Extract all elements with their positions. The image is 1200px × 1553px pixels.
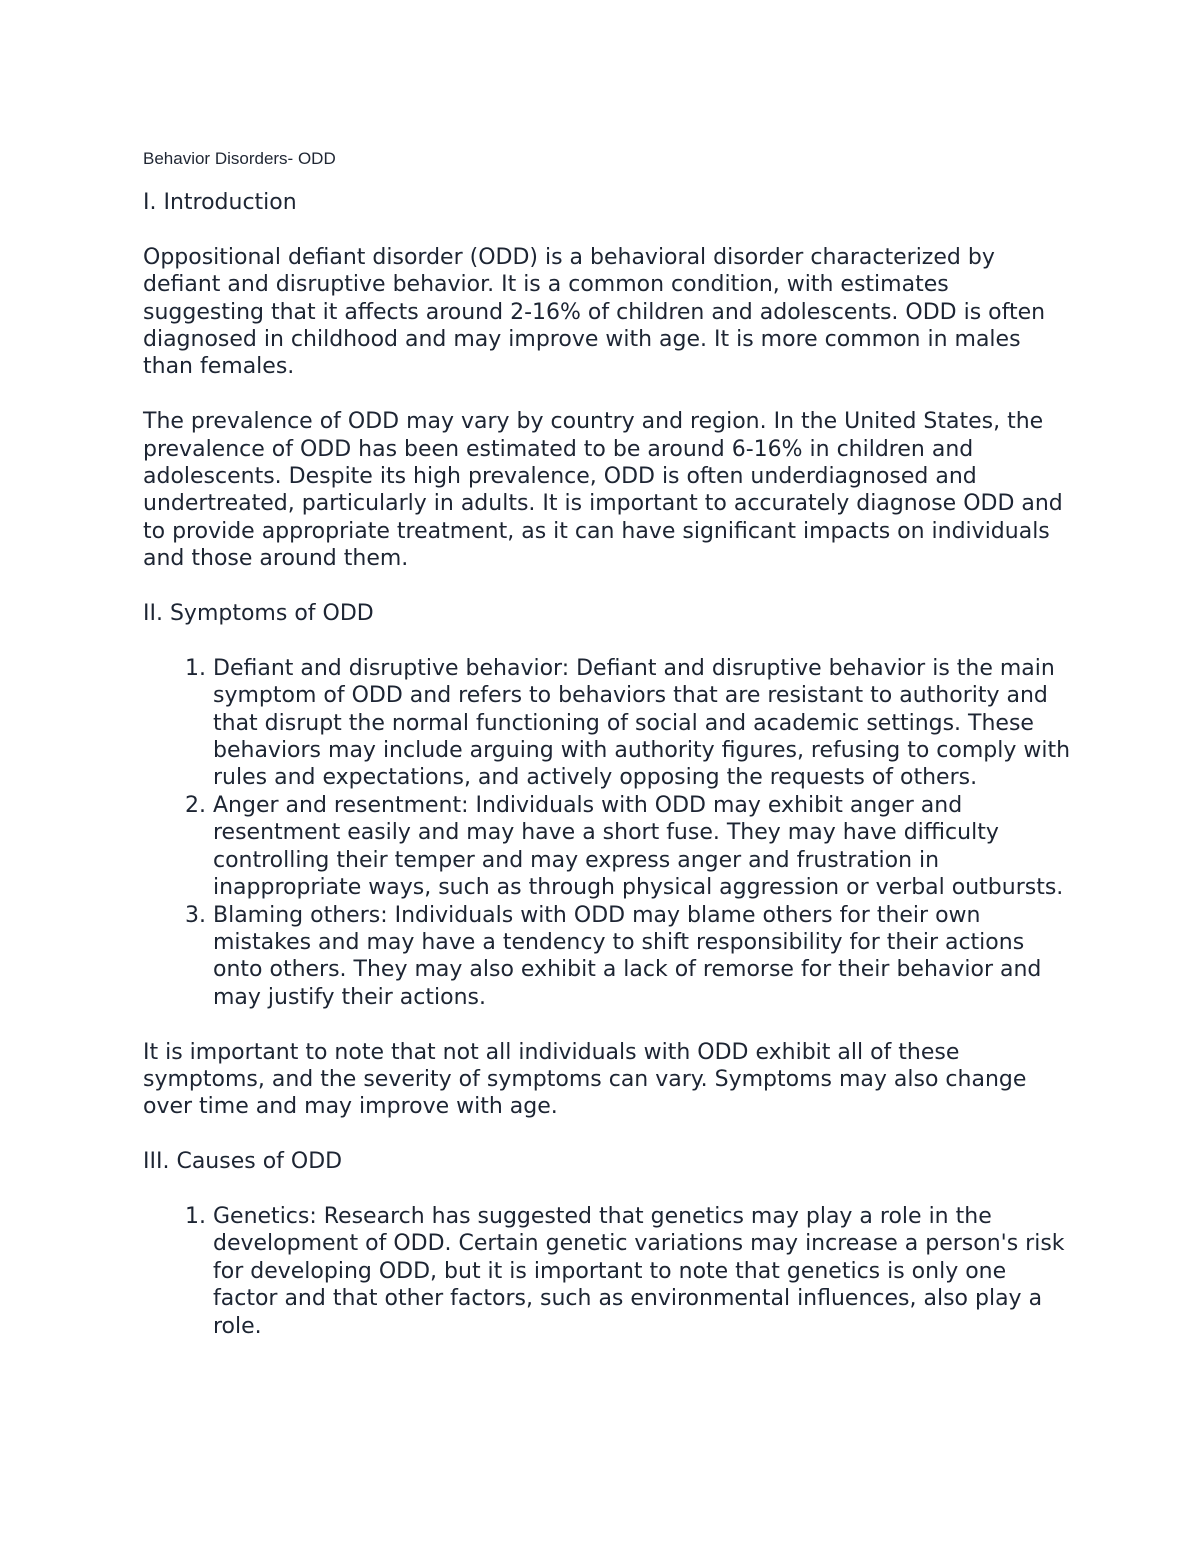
list-item [185, 902, 1073, 1012]
list-item [185, 792, 1073, 902]
list-item [185, 1203, 1073, 1340]
intro-paragraph-1: Oppositional defiant disorder (ODD) is a behavioral disorder characterized by defiant and disruptive behavior. It is a common condition, with estimates suggesting that it affects around 2-16% of children and adolescents. ODD is often diagnosed in childhood and may improve with age. It is more common in males than females. [143, 244, 1046, 380]
spacer [143, 381, 1073, 408]
section-heading-causes: III. Causes of ODD [143, 1149, 343, 1175]
intro-paragraph-2: The prevalence of ODD may vary by country and region. In the United States, the prevalence of ODD has been estimated to be around 6-16% in children and adolescents. Despite its high prevalence, ODD is often underdiagnosed and undertreated, particularly in adults. It is important to accurately diagnose ODD and to provide appropriate treatment, as it can have significant impacts on individuals and those around them. [143, 409, 1063, 572]
spacer [143, 573, 1073, 600]
spacer [143, 1121, 1073, 1148]
spacer [143, 627, 1073, 654]
section-heading-introduction: I. Introduction [143, 190, 297, 215]
document-title: Behavior Disorders- ODD [143, 149, 336, 168]
list-item-text: Blaming others: Individuals with ODD may blame others for their own mistakes and may have a tendency to shift responsibility for their actions onto others. They may also exhibit a lack of remorse for their behavior and may justify their actions. [213, 902, 1042, 1010]
symptoms-note-paragraph: It is important to note that not all individuals with ODD exhibit all of these symptoms, and the severity of symptoms can vary. Symptoms may also change over time and may improve with age. [143, 1039, 1027, 1120]
symptoms-list [143, 655, 1073, 1011]
causes-list [143, 1203, 1073, 1340]
document-body [143, 143, 1073, 1340]
list-item-number: 1. [185, 1203, 206, 1229]
spacer [143, 1176, 1073, 1203]
list-item-number: 3. [185, 902, 206, 928]
list-item [185, 655, 1073, 792]
section-heading-symptoms: II. Symptoms of ODD [143, 601, 374, 627]
spacer [143, 1011, 1073, 1038]
list-item-number: 2. [185, 792, 206, 818]
list-item-number: 1. [185, 655, 206, 681]
list-item-text: Anger and resentment: Individuals with ODD may exhibit anger and resentment easily and may have a short fuse. They may have difficulty controlling their temper and may express anger and frustration in inappropriate ways, such as through physical aggression or verbal outbursts. [213, 792, 1064, 901]
list-item-text: Genetics: Research has suggested that genetics may play a role in the development of ODD. Certain genetic variations may increase a person's risk for developing ODD, but it is important to note that genetics is only one factor and that other factors, such as environmental influences, also play a role. [213, 1203, 1065, 1339]
spacer [143, 216, 1073, 243]
list-item-text: Defiant and disruptive behavior: Defiant and disruptive behavior is the main symptom of ODD and refers to behaviors that are resistant to authority and that disrupt the normal functioning of social and academic settings. These behaviors may include arguing with authority figures, refusing to comply with rules and expectations, and actively opposing the requests of others. [213, 655, 1071, 791]
